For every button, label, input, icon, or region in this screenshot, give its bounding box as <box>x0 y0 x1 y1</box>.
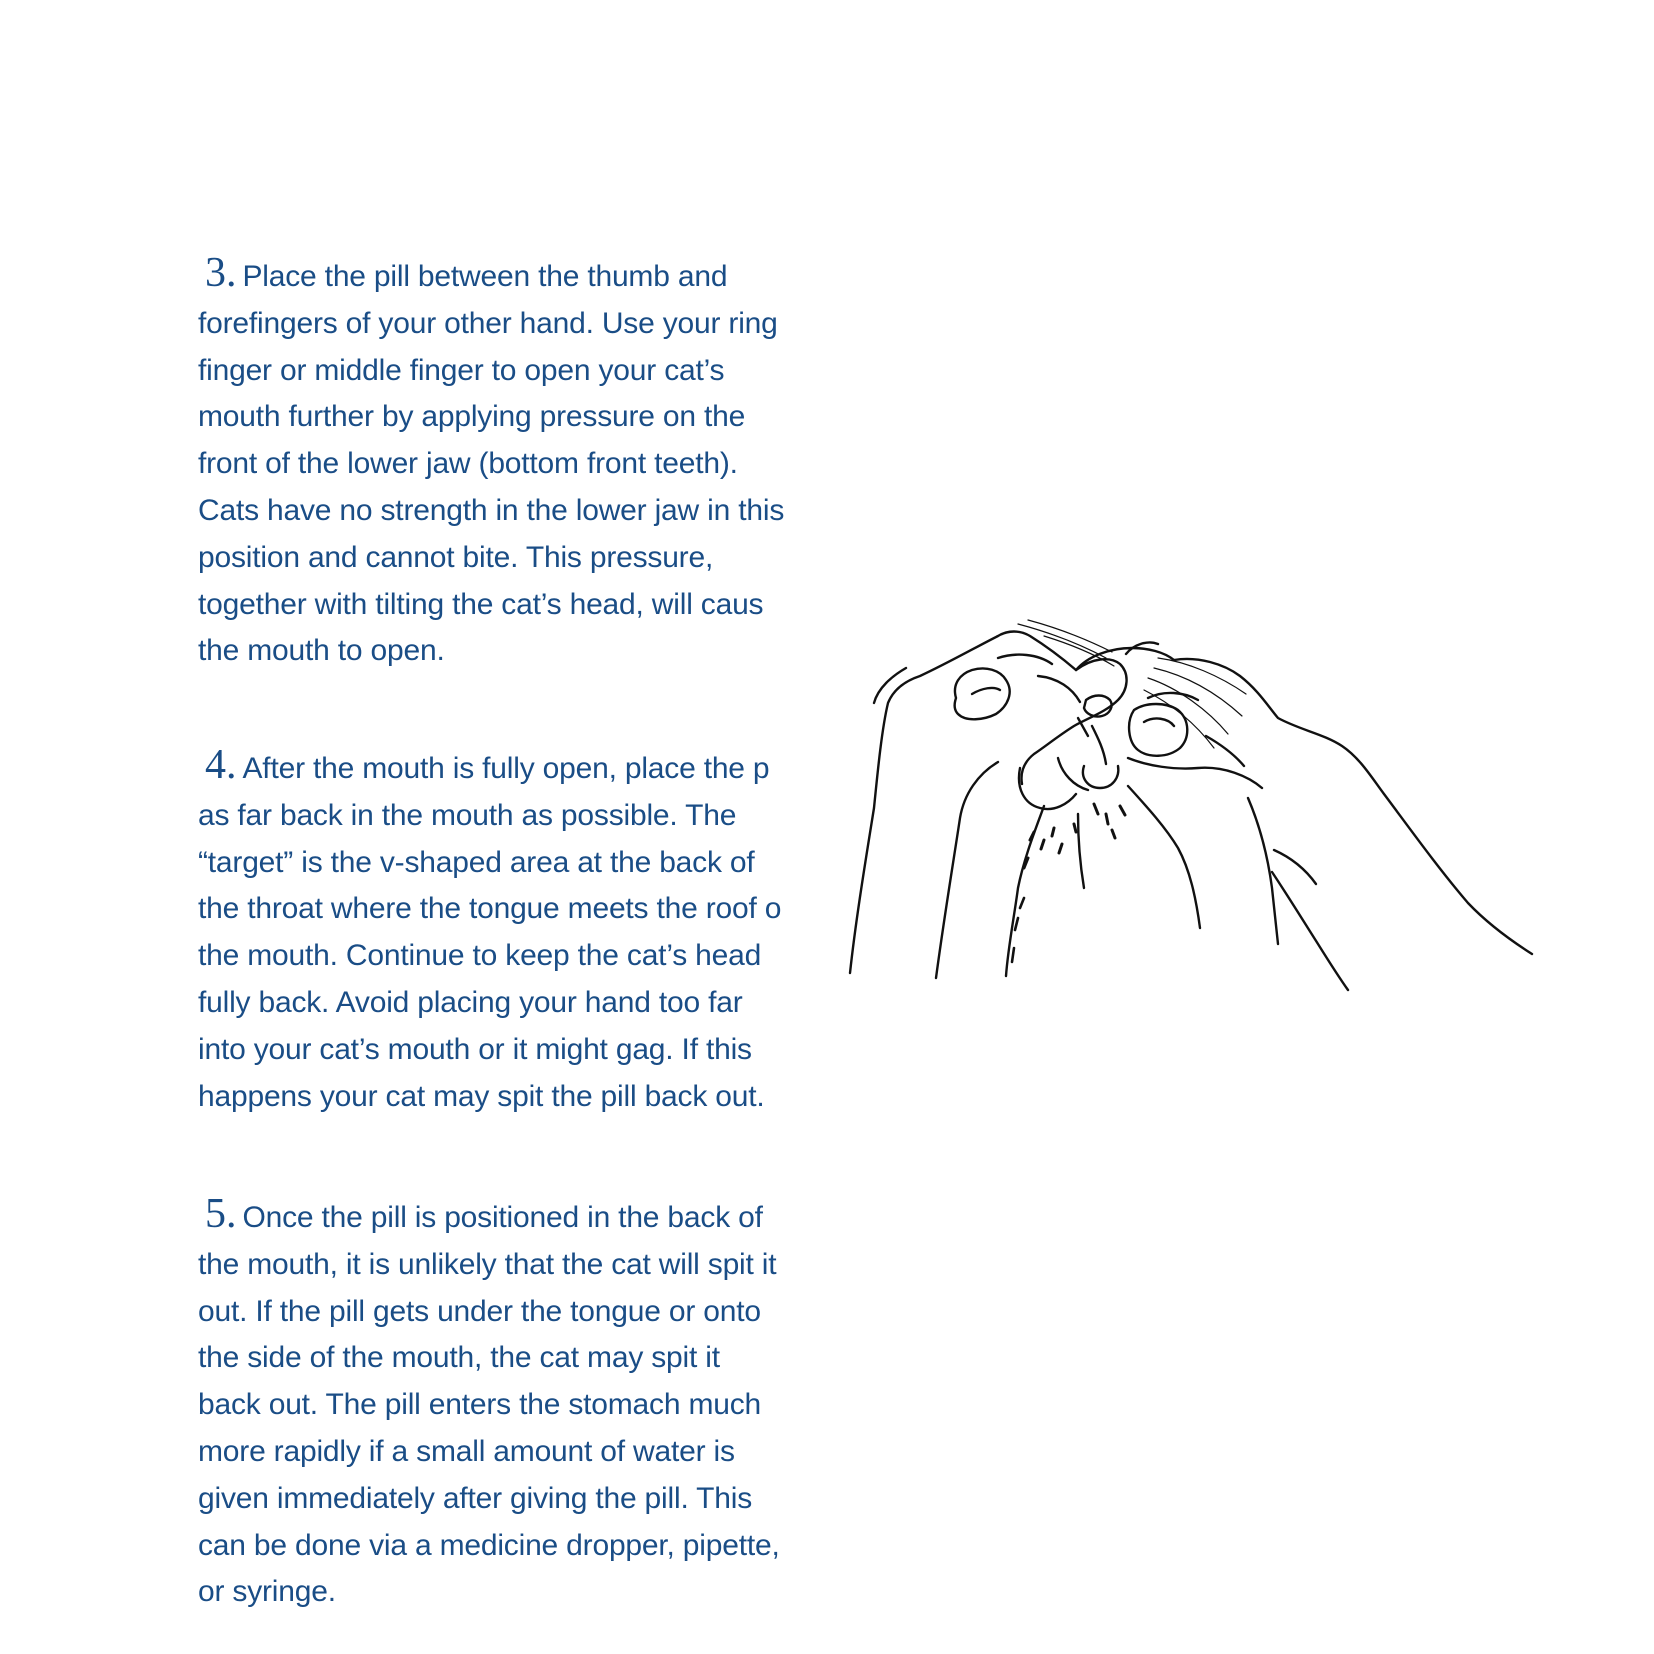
step-line: fully back. Avoid placing your hand too far <box>198 985 743 1019</box>
step-line: together with tilting the cat’s head, will caus <box>198 587 764 621</box>
step-line: forefingers of your other hand. Use your ring <box>198 306 778 340</box>
step-line: 3. Place the pill between the thumb and <box>198 254 870 301</box>
hands-pilling-cat-illustration <box>848 618 1538 1048</box>
step-line: the mouth. Continue to keep the cat’s head <box>198 939 762 973</box>
step-line: 5. Once the pill is positioned in the back of <box>198 1195 870 1242</box>
step-line: position and cannot bite. This pressure, <box>198 540 714 574</box>
step-line: front of the lower jaw (bottom front teeth). <box>198 447 738 481</box>
step-number: 3. <box>205 254 237 296</box>
step-line: back out. The pill enters the stomach much <box>198 1388 762 1422</box>
step-3 <box>198 254 870 675</box>
step-5 <box>198 1195 870 1616</box>
step-line: can be done via a medicine dropper, pipette, <box>198 1528 780 1562</box>
step-line: happens your cat may spit the pill back out. <box>198 1079 765 1113</box>
step-line: the mouth to open. <box>198 634 445 668</box>
step-line: the side of the mouth, the cat may spit it <box>198 1341 720 1375</box>
step-line: mouth further by applying pressure on the <box>198 400 746 434</box>
step-line: out. If the pill gets under the tongue or onto <box>198 1294 761 1328</box>
step-number: 5. <box>205 1195 237 1237</box>
step-line: Cats have no strength in the lower jaw in this <box>198 493 785 527</box>
step-line: or syringe. <box>198 1575 336 1609</box>
step-line: finger or middle finger to open your cat’s <box>198 353 725 387</box>
step-line: as far back in the mouth as possible. The <box>198 798 737 832</box>
step-line: the throat where the tongue meets the roof o <box>198 892 782 926</box>
step-line: more rapidly if a small amount of water is <box>198 1434 735 1468</box>
step-line: into your cat’s mouth or it might gag. If this <box>198 1032 752 1066</box>
step-line: “target” is the v-shaped area at the back of <box>198 845 755 879</box>
step-number: 4. <box>205 746 237 788</box>
step-4 <box>198 746 870 1120</box>
step-line: given immediately after giving the pill. This <box>198 1481 753 1515</box>
step-line: the mouth, it is unlikely that the cat will spit it <box>198 1247 777 1281</box>
step-line: 4. After the mouth is fully open, place the p <box>198 746 870 793</box>
